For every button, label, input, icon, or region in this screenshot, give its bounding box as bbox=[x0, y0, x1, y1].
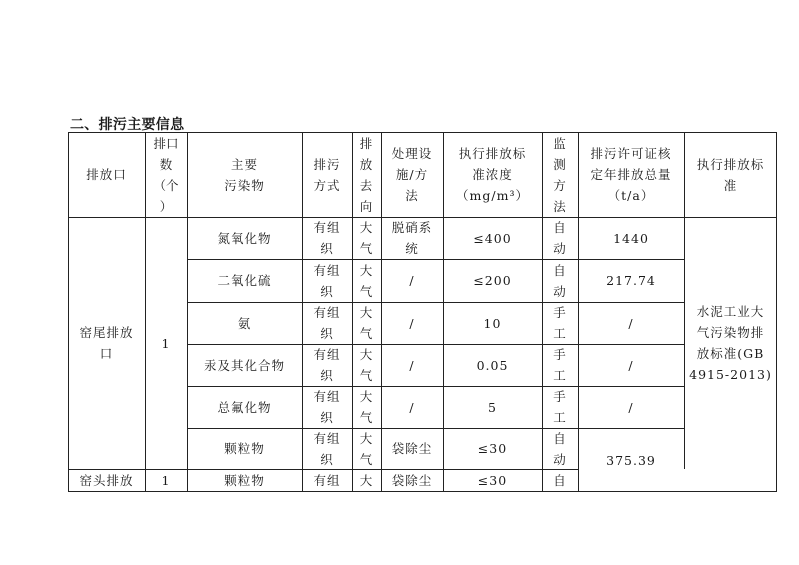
table-cell-monitoring: 自 动 bbox=[553, 262, 567, 299]
kiln-head-outlet: 窑头排放 bbox=[79, 473, 134, 488]
table-cell-method: 有组 织 bbox=[313, 220, 341, 256]
section-title: 二、排污主要信息 bbox=[70, 117, 185, 133]
table-cell-destination: 大 气 bbox=[359, 262, 374, 299]
kiln-head-concentration: ≤30 bbox=[477, 473, 508, 488]
table-cell-method: 有组 织 bbox=[313, 347, 341, 383]
header-permit: 排污许可证核 定年排放总量 （t/a） bbox=[590, 146, 672, 203]
table-cell-destination: 大 气 bbox=[359, 389, 374, 425]
kiln-tail-outlet: 窑尾排放 口 bbox=[79, 325, 134, 361]
table-cell-permit: 1440 bbox=[613, 230, 649, 246]
kiln-tail-standard: 水泥工业大 气污染物排 放标准(GB 4915-2013) bbox=[689, 304, 772, 382]
table-cell-facility: / bbox=[409, 357, 415, 373]
header-destination: 排 放 去 向 bbox=[359, 135, 374, 214]
table-cell-pollutant: 总氟化物 bbox=[217, 399, 272, 415]
table-cell-monitoring: 自 动 bbox=[553, 220, 567, 256]
table-cell-concentration: 0.05 bbox=[476, 357, 509, 373]
kiln-tail-count: 1 bbox=[161, 335, 171, 351]
kiln-head-method: 有组 bbox=[313, 473, 341, 488]
kiln-head-count: 1 bbox=[161, 473, 171, 488]
table-cell-permit: / bbox=[628, 357, 634, 373]
table-cell-facility: 脱硝系 统 bbox=[391, 220, 433, 256]
table-cell-concentration: 10 bbox=[483, 315, 502, 331]
header-facility: 处理设 施/方 法 bbox=[391, 146, 433, 203]
header-method: 排污 方式 bbox=[313, 156, 341, 193]
table-cell-facility: / bbox=[409, 273, 415, 288]
table-cell-concentration: 5 bbox=[488, 399, 497, 415]
table-cell-facility: / bbox=[409, 315, 415, 331]
header-count: 排口 数 （个 ） bbox=[153, 135, 179, 214]
header-monitoring: 监 测 方 法 bbox=[553, 135, 567, 214]
table-cell-destination: 大 气 bbox=[359, 220, 374, 256]
kiln-head-monitoring: 自 bbox=[553, 473, 567, 488]
table-cell-destination: 大 气 bbox=[359, 347, 374, 383]
table-cell-concentration: ≤200 bbox=[473, 273, 512, 288]
table-cell-facility: 袋除尘 bbox=[391, 441, 433, 456]
table-cell-monitoring: 手 工 bbox=[553, 305, 567, 341]
table-cell-method: 有组 织 bbox=[313, 430, 341, 467]
table-cell-concentration: ≤400 bbox=[473, 230, 512, 246]
table-cell-permit: 217.74 bbox=[606, 273, 656, 288]
header-outlet: 排放口 bbox=[86, 167, 127, 182]
table-cell-permit: 375.39 bbox=[606, 452, 656, 468]
table-cell-pollutant: 氮氧化物 bbox=[217, 230, 272, 246]
table-cell-permit: / bbox=[628, 399, 634, 415]
table-cell-method: 有组 织 bbox=[313, 262, 341, 299]
table-cell-monitoring: 自 动 bbox=[553, 430, 567, 467]
header-pollutant: 主要 污染物 bbox=[224, 156, 265, 193]
table-cell-method: 有组 织 bbox=[313, 389, 341, 425]
table-cell-method: 有组 织 bbox=[313, 305, 341, 341]
table-cell-destination: 大 气 bbox=[359, 430, 374, 467]
kiln-head-pollutant: 颗粒物 bbox=[224, 473, 265, 488]
table-cell-concentration: ≤30 bbox=[477, 441, 508, 456]
table-cell-destination: 大 气 bbox=[359, 305, 374, 341]
header-concentration: 执行排放标 准浓度 （mg/m³） bbox=[456, 146, 529, 203]
table-cell-facility: / bbox=[409, 399, 415, 415]
table-cell-pollutant: 颗粒物 bbox=[224, 441, 265, 456]
header-standard: 执行排放标 准 bbox=[696, 156, 765, 193]
table-cell-pollutant: 氨 bbox=[237, 315, 252, 331]
table-cell-permit: / bbox=[628, 315, 634, 331]
table-cell-monitoring: 手 工 bbox=[553, 389, 567, 425]
table-cell-monitoring: 手 工 bbox=[553, 347, 567, 383]
table-cell-pollutant: 二氧化硫 bbox=[217, 273, 272, 288]
kiln-head-destination: 大 bbox=[359, 473, 374, 488]
table-cell-pollutant: 汞及其化合物 bbox=[203, 357, 285, 373]
kiln-head-facility: 袋除尘 bbox=[391, 473, 433, 488]
